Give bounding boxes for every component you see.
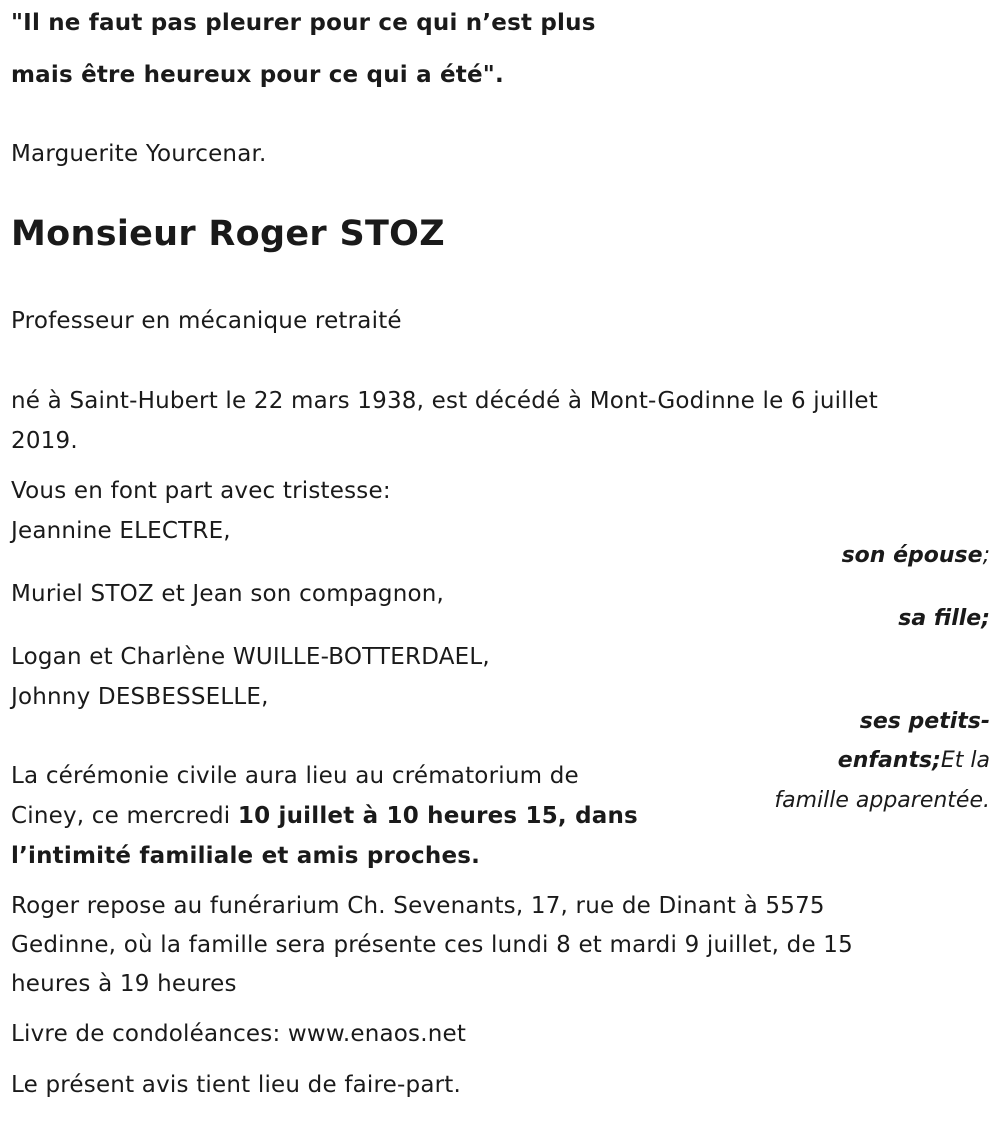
grandchildren-line-2: Johnny DESBESSELLE,	[11, 684, 269, 710]
birth-death-line-2: 2019.	[11, 428, 78, 454]
ceremony-line-3: l’intimité familiale et amis proches.	[11, 843, 481, 869]
quote-line-1: "Il ne faut pas pleurer pour ce qui n’est plus	[11, 10, 596, 36]
profession: Professeur en mécanique retraité	[11, 308, 402, 334]
spouse-name: Jeannine ELECTRE,	[11, 518, 231, 544]
notice: Le présent avis tient lieu de faire-part.	[11, 1072, 462, 1098]
daughter-role-label: sa fille;	[898, 606, 990, 631]
funeral-home-line-2: Gedinne, où la famille sera présente ces lundi 8 et mardi 9 juillet, de 15	[11, 932, 853, 958]
ceremony-line-1: La cérémonie civile aura lieu au crématorium de	[11, 763, 579, 789]
family-intro: Vous en font part avec tristesse:	[11, 478, 391, 504]
deceased-name: Monsieur Roger STOZ	[11, 214, 445, 254]
condolences: Livre de condoléances: www.enaos.net	[11, 1021, 467, 1047]
funeral-home-line-1: Roger repose au funérarium Ch. Sevenants, 17, rue de Dinant à 5575	[11, 893, 825, 919]
extended-family-2: famille apparentée.	[774, 788, 990, 813]
grandchildren-role-label-2: enfants;	[837, 748, 941, 773]
extended-family-1: Et la	[940, 748, 990, 773]
birth-death-line-1: né à Saint-Hubert le 22 mars 1938, est décédé à Mont-Godinne le 6 juillet	[11, 388, 878, 414]
spouse-role-label: son épouse	[841, 543, 983, 568]
ceremony-line-2-normal: Ciney, ce mercredi	[11, 803, 238, 829]
funeral-home-line-3: heures à 19 heures	[11, 971, 237, 997]
grandchildren-role-label-1: ses petits-	[859, 709, 990, 734]
daughter-name: Muriel STOZ et Jean son compagnon,	[11, 581, 445, 607]
ceremony-line-2	[11, 803, 638, 829]
daughter-role	[898, 606, 990, 631]
quote-line-2: mais être heureux pour ce qui a été".	[11, 62, 504, 88]
quote-author: Marguerite Yourcenar.	[11, 141, 267, 167]
ceremony-date-time: 10 juillet à 10 heures 15, dans	[237, 803, 638, 829]
spouse-role-sep: ;	[982, 543, 990, 568]
grandchildren-role-2	[838, 748, 990, 773]
spouse-role	[842, 543, 990, 568]
grandchildren-role-1	[860, 709, 990, 734]
grandchildren-line-1: Logan et Charlène WUILLE-BOTTERDAEL,	[11, 644, 490, 670]
